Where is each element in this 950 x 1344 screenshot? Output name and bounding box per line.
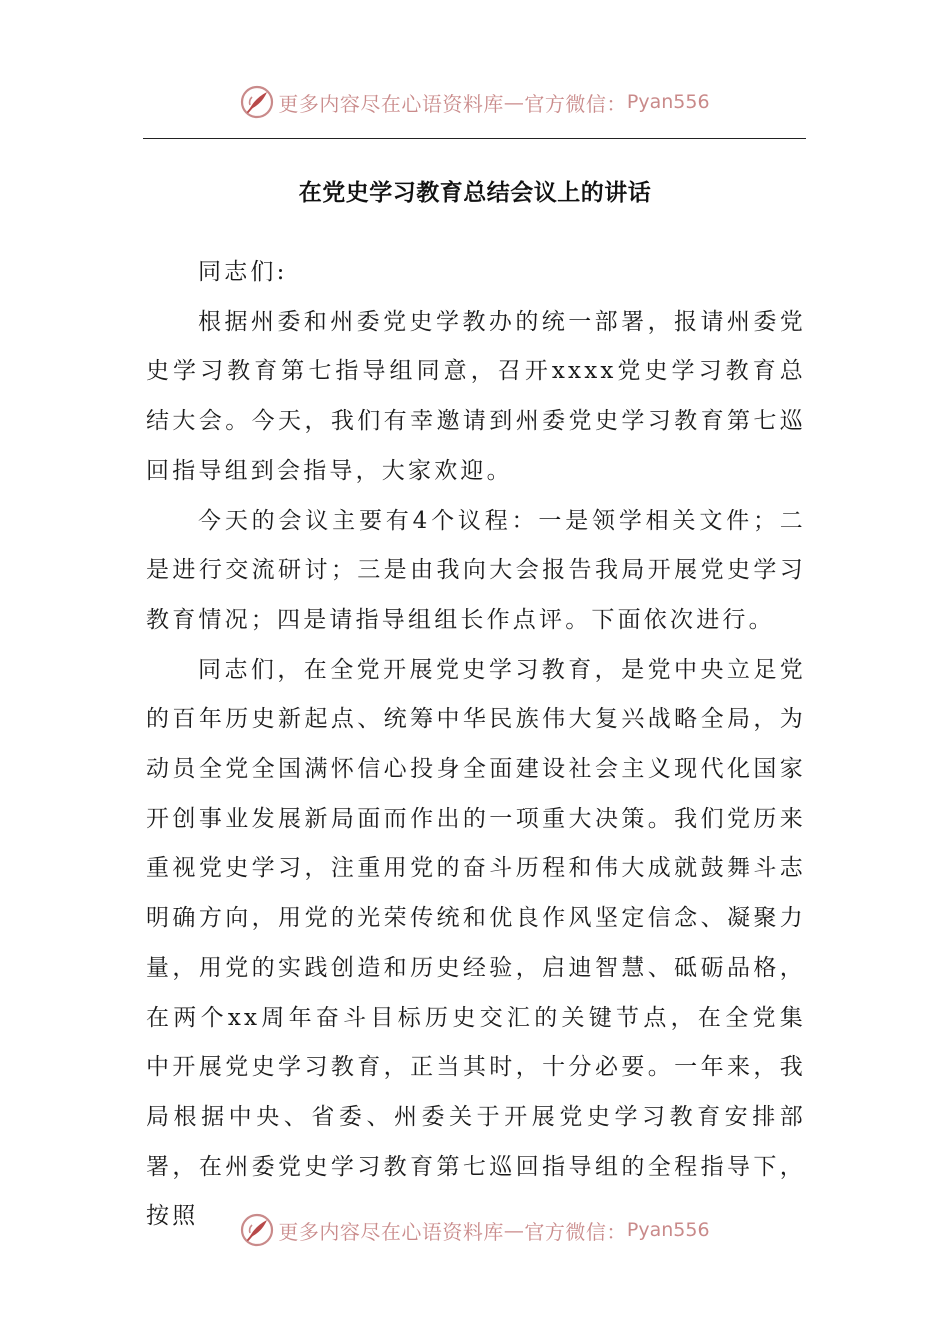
body-paragraph: 今天的会议主要有4个议程：一是领学相关文件；二是进行交流研讨；三是由我向大会报告我局开展党史学习教育情况；四是请指导组组长作点评。下面依次进行。 <box>146 507 806 633</box>
watermark-wechat-id: Pyan556 <box>626 91 710 113</box>
header-divider <box>143 138 806 139</box>
salutation-paragraph: 同志们: <box>198 259 288 285</box>
document-body <box>146 248 806 1242</box>
document-title: 在党史学习教育总结会议上的讲话 <box>298 180 652 206</box>
watermark-site-text: 更多内容尽在心语资料库 <box>278 1219 504 1244</box>
watermark-wechat-label: 官方微信： <box>524 91 627 116</box>
pen-feather-logo-icon <box>240 85 274 119</box>
body-paragraph: 同志们，在全党开展党史学习教育，是党中央立足党的百年历史新起点、统筹中华民族伟大复兴战略全局，为动员全党全国满怀信心投身全面建设社会主义现代化国家开创事业发展新局面而作出的一项重大决策。我们党历来重视党史学习，注重用党的奋斗历程和伟大成就鼓舞斗志明确方向，用党的光荣传统和优良作风坚定信念、凝聚力量，用党的实践创造和历史经验，启迪智慧、砥砺品格，在两个xx周年奋斗目标历史交汇的关键节点，在全党集中开展党史学习教育，正当其时，十分必要。一年来，我局根据中央、省委、州委关于开展党史学习教育安排部署，在州委党史学习教育第七巡回指导组的全程指导下，按照 <box>146 656 806 1230</box>
watermark-wechat-id: Pyan556 <box>626 1219 710 1241</box>
watermark-separator: — <box>503 90 525 114</box>
body-paragraph: 根据州委和州委党史学教办的统一部署，报请州委党史学习教育第七指导组同意，召开xxxx党史学习教育总结大会。今天，我们有幸邀请到州委党史学习教育第七巡回指导组到会指导，大家欢迎。 <box>146 308 806 484</box>
footer-watermark <box>0 1210 950 1250</box>
pen-feather-logo-icon <box>240 1213 274 1247</box>
watermark-separator: — <box>503 1218 525 1242</box>
watermark-site-text: 更多内容尽在心语资料库 <box>278 91 504 116</box>
watermark-wechat-label: 官方微信： <box>524 1219 627 1244</box>
header-watermark <box>0 82 950 122</box>
